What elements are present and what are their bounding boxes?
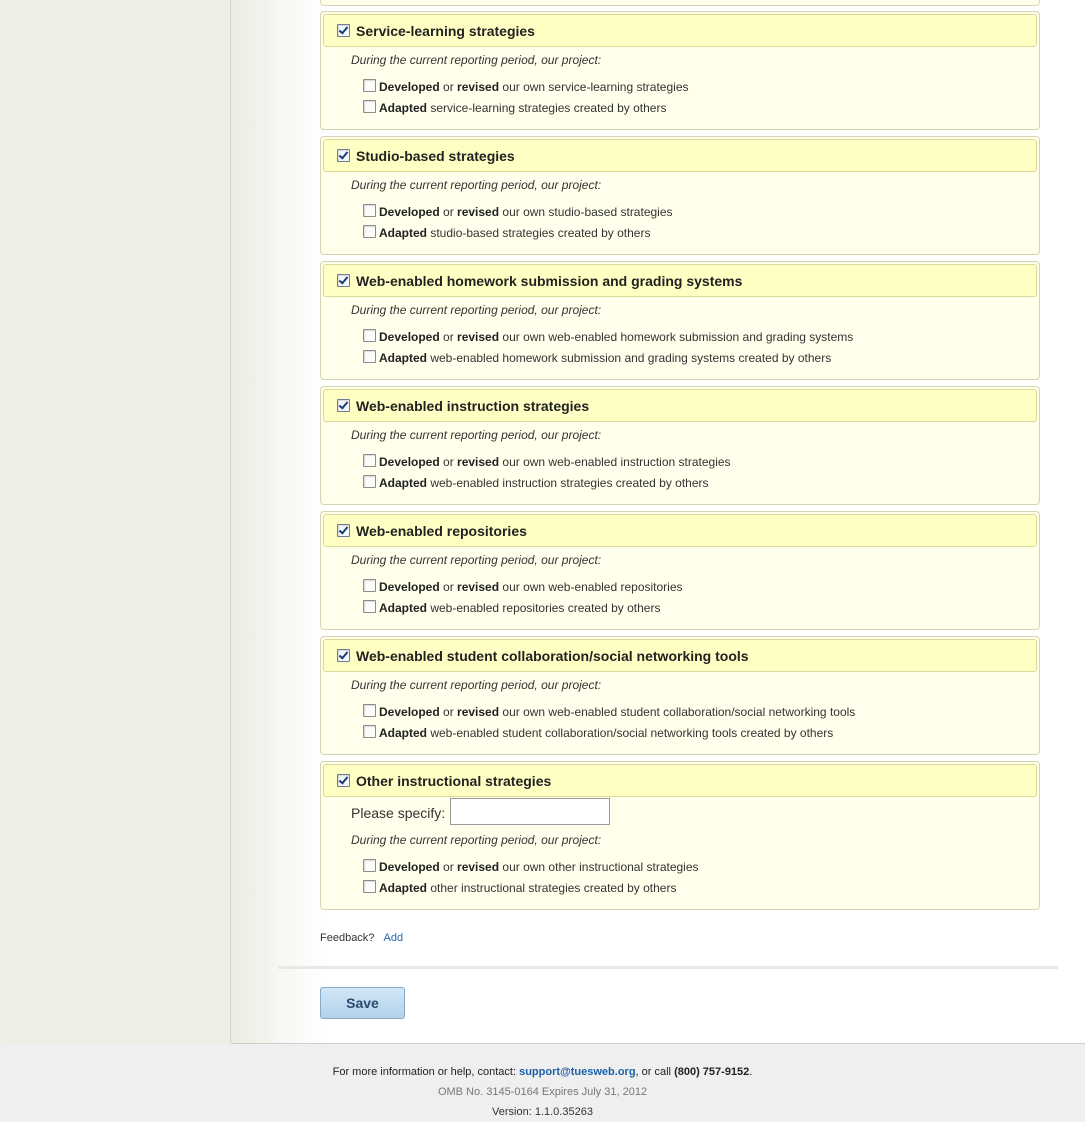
option-label: Adapted other instructional strategies created by others [379,881,677,895]
specify-label: Please specify: [351,805,446,821]
option-label: Adapted studio-based strategies created by others [379,226,651,240]
panel-header [323,514,1037,547]
panel-header [323,639,1037,672]
panel-title: Web-enabled homework submission and grading systems [356,273,743,289]
option-label: Adapted web-enabled repositories created by others [379,601,661,615]
developed-revised-checkbox[interactable] [363,79,376,92]
panel-header [323,264,1037,297]
panel-title: Other instructional strategies [356,773,552,789]
feedback-label: Feedback? [320,932,375,944]
save-button[interactable]: Save [320,987,405,1019]
strategy-panel-web-instruction [320,386,1040,505]
reporting-period-intro: During the current reporting period, our project: [351,553,602,567]
strategy-panel-service-learning [320,11,1040,130]
strategy-panel-web-homework [320,261,1040,380]
reporting-period-intro: During the current reporting period, our project: [351,53,602,67]
adapted-checkbox[interactable] [363,880,376,893]
option-label: Developed or revised our own other instructional strategies [379,860,699,874]
developed-revised-checkbox[interactable] [363,329,376,342]
strategy-checkbox-web-instruction[interactable] [337,399,350,412]
previous-panel-edge [320,0,1040,6]
strategy-checkbox-studio-based[interactable] [337,149,350,162]
reporting-period-intro: During the current reporting period, our project: [351,178,602,192]
footer-contact: For more information or help, contact: support@tuesweb.org, or call (800) 757-9152. [332,1066,753,1078]
developed-revised-checkbox[interactable] [363,454,376,467]
adapted-checkbox[interactable] [363,350,376,363]
version-label: Version: 1.1.0.35263 [492,1106,593,1118]
support-email-link[interactable]: support@tuesweb.org [519,1066,636,1078]
omb-notice: OMB No. 3145-0164 Expires July 31, 2012 [437,1086,648,1098]
left-sidebar [0,0,231,1043]
option-label: Developed or revised our own web-enabled homework submission and grading systems [379,330,854,344]
divider [278,966,1058,969]
developed-revised-checkbox[interactable] [363,579,376,592]
option-label: Adapted service-learning strategies created by others [379,101,667,115]
reporting-period-intro: During the current reporting period, our project: [351,833,602,847]
strategy-panel-studio-based [320,136,1040,255]
strategy-checkbox-web-homework[interactable] [337,274,350,287]
adapted-checkbox[interactable] [363,100,376,113]
feedback-row [320,932,403,944]
adapted-checkbox[interactable] [363,725,376,738]
strategy-checkbox-web-repositories[interactable] [337,524,350,537]
panel-header [323,139,1037,172]
adapted-checkbox[interactable] [363,600,376,613]
reporting-period-intro: During the current reporting period, our project: [351,428,602,442]
option-label: Adapted web-enabled instruction strategies created by others [379,476,709,490]
panel-header [323,14,1037,47]
panel-header [323,764,1037,797]
panel-title: Studio-based strategies [356,148,515,164]
add-feedback-link[interactable]: Add [383,932,404,944]
option-label: Developed or revised our own web-enabled repositories [379,580,683,594]
adapted-checkbox[interactable] [363,225,376,238]
developed-revised-checkbox[interactable] [363,704,376,717]
strategy-checkbox-service-learning[interactable] [337,24,350,37]
footer [0,1043,1085,1122]
panel-title: Web-enabled instruction strategies [356,398,590,414]
strategy-checkbox-web-collaboration[interactable] [337,649,350,662]
strategy-panel-other [320,761,1040,910]
option-label: Developed or revised our own web-enabled student collaboration/social networking tools [379,705,856,719]
panel-title: Web-enabled repositories [356,523,527,539]
panel-title: Web-enabled student collaboration/social networking tools [356,648,749,664]
option-label: Adapted web-enabled homework submission and grading systems created by others [379,351,832,365]
reporting-period-intro: During the current reporting period, our project: [351,303,602,317]
option-label: Developed or revised our own service-learning strategies [379,80,689,94]
option-label: Developed or revised our own web-enabled instruction strategies [379,455,731,469]
panel-title: Service-learning strategies [356,23,535,39]
strategy-panel-web-collaboration [320,636,1040,755]
developed-revised-checkbox[interactable] [363,204,376,217]
adapted-checkbox[interactable] [363,475,376,488]
option-label: Developed or revised our own studio-based strategies [379,205,673,219]
panel-header [323,389,1037,422]
support-phone: (800) 757-9152 [674,1066,750,1078]
strategy-panel-web-repositories [320,511,1040,630]
reporting-period-intro: During the current reporting period, our project: [351,678,602,692]
developed-revised-checkbox[interactable] [363,859,376,872]
strategy-checkbox-other[interactable] [337,774,350,787]
option-label: Adapted web-enabled student collaboration/social networking tools created by others [379,726,834,740]
specify-input[interactable] [450,798,610,825]
